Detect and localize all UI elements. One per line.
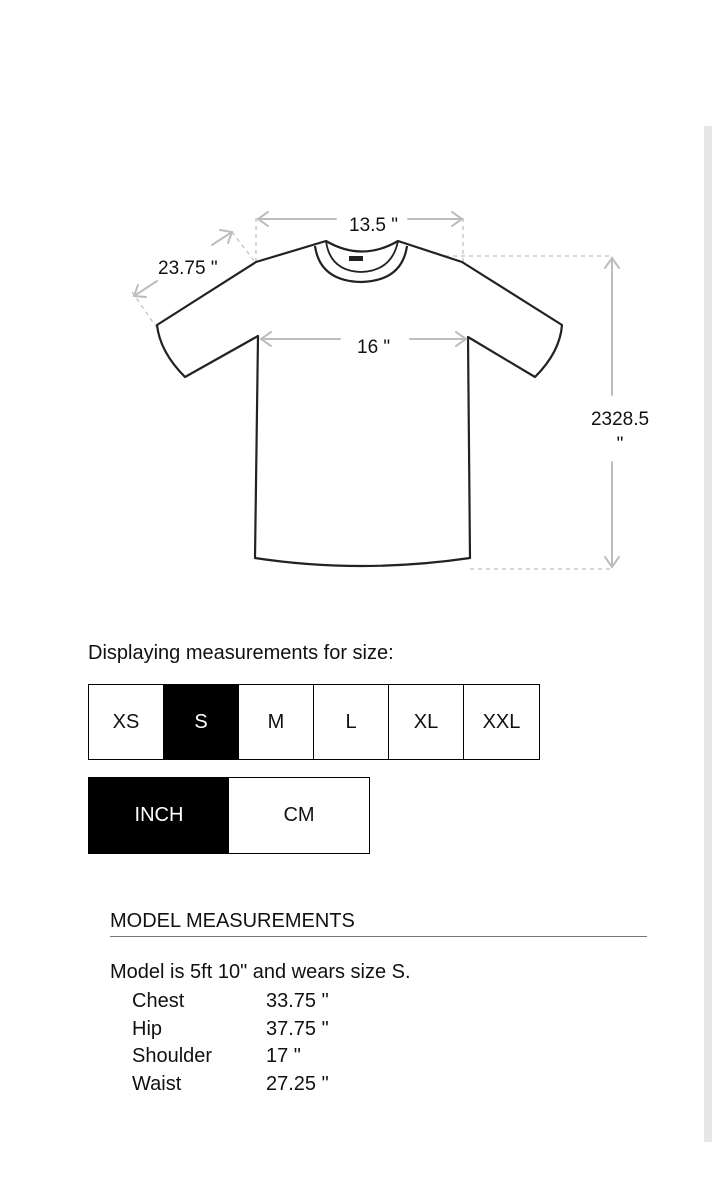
measurement-value: 27.25 "	[266, 1072, 329, 1095]
size-selector	[88, 684, 540, 760]
measurement-row	[132, 1016, 329, 1044]
measurement-value: 33.75 "	[266, 990, 329, 1012]
model-measurements-table	[132, 988, 329, 1098]
size-selector-label: Displaying measurements for size:	[88, 642, 394, 664]
measurement-name: Shoulder	[132, 1045, 213, 1067]
size-button-l[interactable]: L	[314, 685, 389, 759]
size-button-s[interactable]: S	[164, 685, 239, 759]
measurement-value: 37.75 "	[266, 1017, 329, 1040]
unit-selector	[88, 777, 370, 854]
length-measure-value: 2328.5	[590, 409, 650, 430]
size-button-m[interactable]: M	[239, 685, 314, 759]
measurement-value: 17 "	[266, 1045, 301, 1067]
measurement-name: Chest	[132, 990, 185, 1012]
tshirt-outline-icon	[157, 241, 562, 566]
measurement-row	[132, 1043, 329, 1071]
measurement-name: Waist	[132, 1072, 182, 1095]
model-measurements-heading: MODEL MEASUREMENTS	[110, 910, 647, 937]
size-button-xxl[interactable]: XXL	[464, 685, 539, 759]
measurement-row	[132, 988, 329, 1016]
sleeve-measure: 23.75 "	[158, 258, 218, 279]
unit-button-inch[interactable]: INCH	[89, 778, 229, 853]
model-description: Model is 5ft 10" and wears size S.	[110, 961, 411, 983]
measurement-name: Hip	[132, 1017, 163, 1040]
length-measure-unit: "	[616, 434, 624, 455]
size-button-xs[interactable]: XS	[89, 685, 164, 759]
unit-button-cm[interactable]: CM	[229, 778, 369, 853]
measurement-row	[132, 1071, 329, 1099]
shoulder-measure: 13.5 "	[349, 215, 399, 236]
chest-measure: 16 "	[357, 337, 391, 358]
size-button-xl[interactable]: XL	[389, 685, 464, 759]
